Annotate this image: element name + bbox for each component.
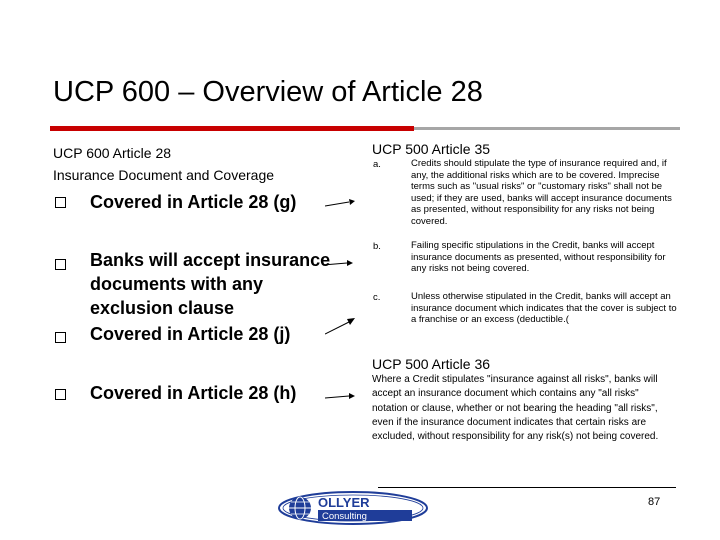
logo-tagline: Consulting <box>322 511 367 522</box>
art35-heading: UCP 500 Article 35 <box>372 141 491 157</box>
footer-rule <box>378 487 676 488</box>
art36-text: Where a Credit stipulates "insurance against all risks", banks will accept an insurance document which contains any "all risks" notation or clause, whether or not bearing the heading "all risks", even if the insurance document indicates that certain risks are excluded, without responsibility for any risk(s) not being covered. <box>372 374 659 443</box>
page-title: UCP 600 – Overview of Article 28 <box>53 76 483 108</box>
company-logo <box>278 491 428 525</box>
art35-letter-b: b. <box>373 241 381 252</box>
bullet-item-3: Covered in Article 28 (j) <box>90 324 291 344</box>
bullet-square-icon <box>55 332 66 343</box>
art35-item-a: Credits should stipulate the type of insurance required and, if any, the additional risks which are to be covered. Imprecise terms such as "usual risks" or "customary risks" shall not be used; if they are used, banks will accept insurance documents as presented, without responsibility for any risks not being covered. <box>411 158 672 227</box>
bullet-item-4: Covered in Article 28 (h) <box>90 383 297 403</box>
bullet-square-icon <box>55 389 66 400</box>
arrow-right-icon <box>325 196 355 216</box>
left-heading-line2: Insurance Document and Coverage <box>53 167 275 183</box>
bullet-square-icon <box>55 197 66 208</box>
left-heading-line1: UCP 600 Article 28 <box>53 145 172 161</box>
logo-name: OLLYER <box>318 495 370 510</box>
art35-item-c: Unless otherwise stipulated in the Credit, banks will accept an insurance document which indicates that the cover is subject to a franchise or an excess (deductible.( <box>411 291 677 326</box>
arrow-right-icon <box>323 255 353 275</box>
art35-letter-c: c. <box>373 292 381 303</box>
page-number: 87 <box>648 496 661 508</box>
bullet-item-2: Banks will accept insurance documents with any exclusion clause <box>90 250 331 318</box>
globe-icon <box>289 497 311 519</box>
bullet-item-1: Covered in Article 28 (g) <box>90 192 297 212</box>
arrow-right-icon <box>325 314 355 338</box>
bullet-square-icon <box>55 259 66 270</box>
arrow-right-icon <box>325 385 355 405</box>
art35-letter-a: a. <box>373 159 381 170</box>
art35-item-b: Failing specific stipulations in the Credit, banks will accept insurance documents as presented, without responsibility for any risks not being covered. <box>411 240 666 275</box>
title-rule-red <box>50 126 414 131</box>
art36-heading: UCP 500 Article 36 <box>372 356 491 372</box>
title-rule-gray <box>414 127 680 130</box>
